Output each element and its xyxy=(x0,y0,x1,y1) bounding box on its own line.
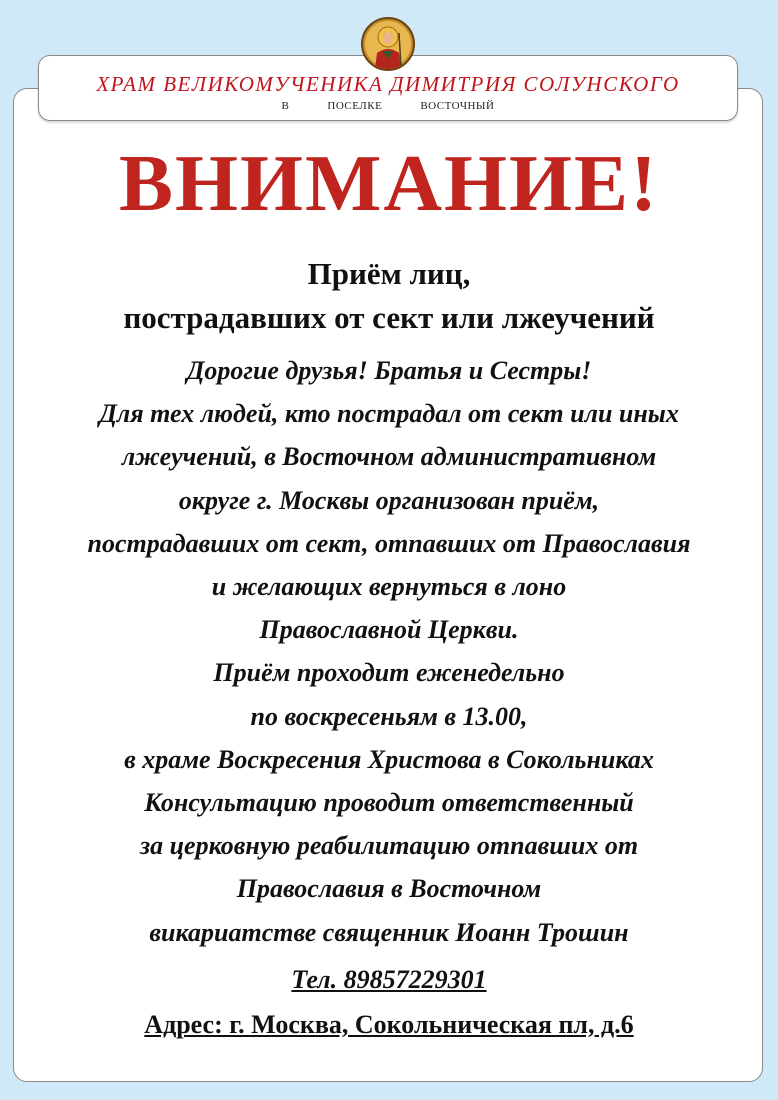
headline: ВНИМАНИЕ! xyxy=(119,138,659,228)
church-location xyxy=(39,100,737,112)
body-line: Дорогие друзья! Братья и Сестры! xyxy=(186,356,592,385)
body-line: Православной Церкви. xyxy=(259,615,519,645)
body-line: пострадавших от сект, отпавших от Православия xyxy=(87,528,691,558)
location-word: ВОСТОЧНЫЙ xyxy=(420,100,495,112)
announcement-body xyxy=(0,349,778,954)
body-line: лжеучений, в Восточном административном xyxy=(121,442,657,472)
subhead-line: Приём лиц, xyxy=(307,256,471,291)
address: Адрес: г. Москва, Сокольническая пл, д.6 xyxy=(144,1010,634,1039)
church-name: ХРАМ ВЕЛИКОМУЧЕНИКА ДИМИТРИЯ СОЛУНСКОГО xyxy=(96,72,680,96)
body-line: Консультацию проводит ответственный xyxy=(144,788,634,818)
contact-info xyxy=(0,957,778,1047)
saint-icon xyxy=(361,17,415,71)
subhead xyxy=(0,252,778,340)
body-line: по воскресеньям в 13.00, xyxy=(250,701,528,731)
subhead-line: пострадавших от сект или лжеучений xyxy=(123,300,655,335)
location-word: ПОСЕЛКЕ xyxy=(327,100,383,112)
phone-number: Тел. 89857229301 xyxy=(291,965,487,994)
body-line: Приём проходит еженедельно xyxy=(213,658,565,688)
body-line: в храме Воскресения Христова в Сокольниках xyxy=(124,744,654,774)
body-line: и желающих вернуться в лоно xyxy=(211,572,567,602)
body-line: округе г. Москвы организован приём, xyxy=(178,485,600,515)
body-line: Православия в Восточном xyxy=(236,874,542,904)
body-line: викариатстве священник Иоанн Трошин xyxy=(149,917,629,947)
location-word: В xyxy=(281,100,290,112)
body-line: за церковную реабилитацию отпавших от xyxy=(139,831,639,861)
body-line: Для тех людей, кто пострадал от сект или иных xyxy=(99,399,679,429)
